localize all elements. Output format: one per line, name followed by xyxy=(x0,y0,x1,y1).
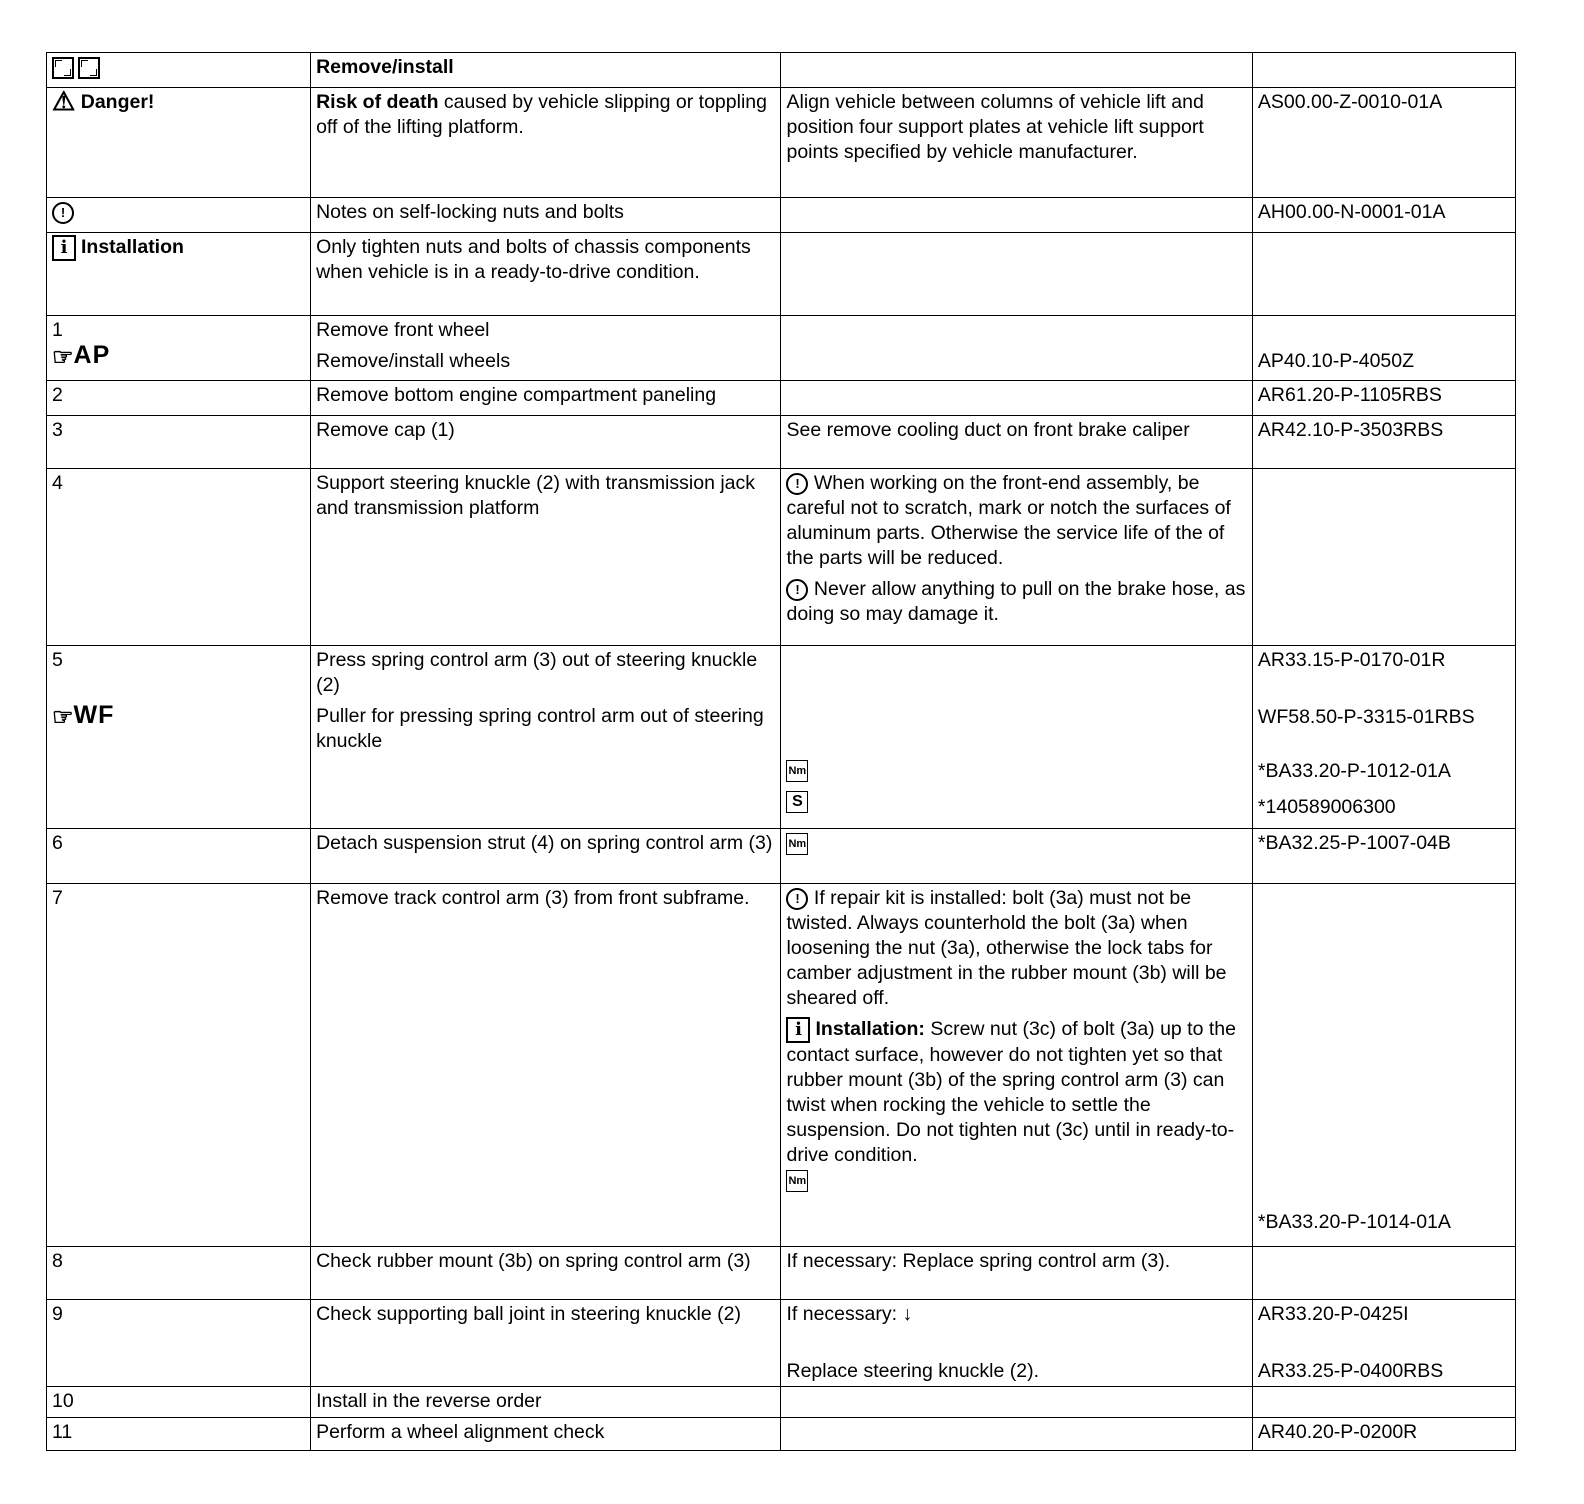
step-ref-3[interactable]: *BA33.20-P-1012-01A xyxy=(1257,760,1451,782)
step-text: Press spring control arm (3) out of steering knuckle (2) xyxy=(316,649,758,696)
info-icon: i xyxy=(52,235,76,261)
step-ref-2[interactable]: AR33.25-P-0400RBS xyxy=(1257,1360,1444,1382)
step-number: 10 xyxy=(47,1387,311,1418)
danger-row xyxy=(47,88,1516,198)
step-number: 6 xyxy=(47,829,311,884)
danger-text-bold: Risk of death xyxy=(316,91,439,113)
installation-label: Installation: xyxy=(815,1018,925,1041)
step-10-row xyxy=(47,1387,1516,1418)
danger-text: caused by vehicle slipping or toppling off of the lifting platform. xyxy=(316,91,767,138)
step-ref-4[interactable]: *140589006300 xyxy=(1257,796,1396,818)
step-1-row xyxy=(47,316,1516,381)
step-ref[interactable]: AR40.20-P-0200R xyxy=(1252,1418,1515,1451)
step-number: 9 xyxy=(47,1300,311,1387)
step-text: Remove track control arm (3) from front subframe. xyxy=(311,884,781,1247)
installation-row xyxy=(47,233,1516,316)
note-circle-icon: ! xyxy=(786,888,808,910)
info-icon: i xyxy=(786,1017,810,1043)
step-text: Remove front wheel xyxy=(316,319,490,341)
step-text: Install in the reverse order xyxy=(311,1387,781,1418)
step-number: 7 xyxy=(47,884,311,1247)
step-ref[interactable]: AP40.10-P-4050Z xyxy=(1257,350,1415,372)
note-circle-icon: ! xyxy=(786,473,808,495)
step-text: Perform a wheel alignment check xyxy=(311,1418,781,1451)
step-note: If necessary: Replace spring control arm (3). xyxy=(781,1247,1252,1300)
step-number: 8 xyxy=(47,1247,311,1300)
step-9-row xyxy=(47,1300,1516,1387)
danger-label: Danger! xyxy=(80,91,155,113)
expand-icon xyxy=(52,57,74,79)
ap-label: AP xyxy=(73,341,111,369)
header-title: Remove/install xyxy=(311,53,781,88)
wf-label: WF xyxy=(73,701,115,729)
step-ref[interactable]: *BA33.20-P-1014-01A xyxy=(1257,1211,1451,1233)
step-note: See remove cooling duct on front brake caliper xyxy=(781,416,1252,469)
note-circle-icon: ! xyxy=(52,202,74,224)
warning-triangle-icon: ⚠ xyxy=(52,86,76,116)
danger-ref[interactable]: AS00.00-Z-0010-01A xyxy=(1252,88,1515,198)
header-row xyxy=(47,53,1516,88)
notes-ref[interactable]: AH00.00-N-0001-01A xyxy=(1252,198,1515,233)
step-ref[interactable]: AR42.10-P-3503RBS xyxy=(1252,416,1515,469)
danger-note: Align vehicle between columns of vehicle lift and position four support plates at vehicle lift support points specified by vehicle manufacturer. xyxy=(781,88,1252,198)
step-11-row xyxy=(47,1418,1516,1451)
step-6-row xyxy=(47,829,1516,884)
notes-text: Notes on self-locking nuts and bolts xyxy=(311,198,781,233)
step-3-row xyxy=(47,416,1516,469)
step-subtext: Puller for pressing spring control arm out of steering knuckle xyxy=(316,705,764,752)
collapse-icon xyxy=(78,57,100,79)
step-note-1: If repair kit is installed: bolt (3a) must not be twisted. Always counterhold the bolt (3a) when loosening the nut (3a), otherwise the lock tabs for camber adjustment in the rubber mount (3b) will be sheared off. xyxy=(786,887,1227,1009)
step-number: 1 xyxy=(52,319,63,341)
step-note-2: Screw nut (3c) of bolt (3a) up to the contact surface, however do not tighten yet so that rubber mount (3b) of the spring control arm (3) can twist when rocking the vehicle to settle the suspension. Do not tighten nut (3c) until in ready-to-drive condition. xyxy=(786,1018,1236,1166)
step-number: 2 xyxy=(47,381,311,416)
step-subtext: Remove/install wheels xyxy=(316,350,511,372)
step-ref-1[interactable]: AR33.20-P-0425I xyxy=(1257,1303,1409,1325)
step-7-row xyxy=(47,884,1516,1247)
step-number: 4 xyxy=(47,469,311,646)
note-circle-icon: ! xyxy=(786,579,808,601)
step-ref[interactable]: *BA32.25-P-1007-04B xyxy=(1252,829,1515,884)
step-note-1: When working on the front-end assembly, be careful not to scratch, mark or notch the surfaces of aluminum parts. Otherwise the service life of the of the parts will be reduced. xyxy=(786,472,1231,569)
step-text: Check supporting ball joint in steering knuckle (2) xyxy=(311,1300,781,1387)
torque-nm-icon: Nm xyxy=(786,1170,808,1192)
step-ref-2[interactable]: WF58.50-P-3315-01RBS xyxy=(1257,706,1475,728)
step-note-2: Never allow anything to pull on the brake hose, as doing so may damage it. xyxy=(786,578,1246,625)
step-8-row xyxy=(47,1247,1516,1300)
step-5-row xyxy=(47,646,1516,829)
procedure-table xyxy=(46,52,1516,1451)
step-text: Support steering knuckle (2) with transmission jack and transmission platform xyxy=(311,469,781,646)
step-number: 3 xyxy=(47,416,311,469)
installation-text: Only tighten nuts and bolts of chassis components when vehicle is in a ready-to-drive condition. xyxy=(311,233,781,316)
torque-nm-icon: Nm xyxy=(786,833,808,855)
special-tool-icon: S xyxy=(786,791,808,813)
step-note-2: Replace steering knuckle (2). xyxy=(786,1360,1040,1382)
step-ref-1[interactable]: AR33.15-P-0170-01R xyxy=(1257,649,1446,671)
step-2-row xyxy=(47,381,1516,416)
step-number: 5 xyxy=(52,649,63,671)
step-text: Detach suspension strut (4) on spring control arm (3) xyxy=(311,829,781,884)
installation-label: Installation xyxy=(81,236,184,259)
step-text: Remove cap (1) xyxy=(311,416,781,469)
pointing-hand-icon: ☞ xyxy=(52,344,74,371)
step-note-1: If necessary: ↓ xyxy=(786,1303,913,1325)
pointing-hand-icon: ☞ xyxy=(52,704,74,731)
step-text: Check rubber mount (3b) on spring control arm (3) xyxy=(311,1247,781,1300)
step-text: Remove bottom engine compartment paneling xyxy=(311,381,781,416)
notes-row xyxy=(47,198,1516,233)
step-ref[interactable]: AR61.20-P-1105RBS xyxy=(1252,381,1515,416)
step-number: 11 xyxy=(47,1418,311,1451)
step-4-row xyxy=(47,469,1516,646)
torque-nm-icon: Nm xyxy=(786,760,808,782)
